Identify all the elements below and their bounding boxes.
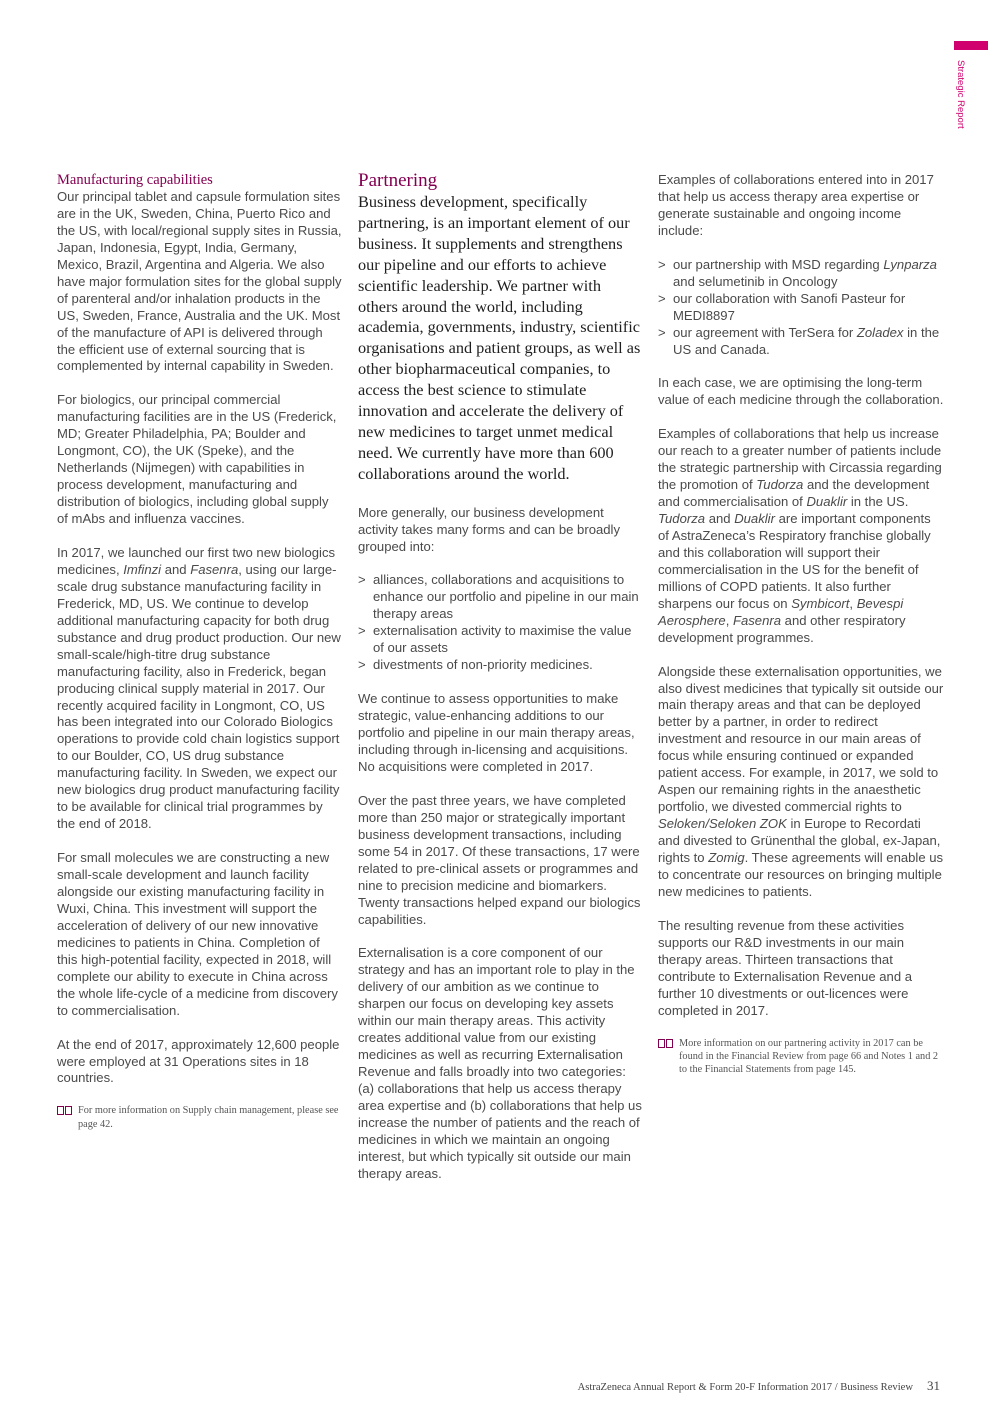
- product-name: Duaklir: [734, 511, 775, 527]
- product-name: Fasenra: [190, 561, 239, 577]
- product-name: Zoladex: [856, 324, 904, 340]
- paragraph: [658, 426, 944, 646]
- text-run: and: [705, 511, 735, 527]
- text-run: Examples of collaborations that help us increase our reach to a greater number of patients include the strategic partnership with Circassia regarding the promotion of: [658, 426, 942, 493]
- product-name: Symbicort: [791, 595, 850, 611]
- product-name: Tudorza: [658, 511, 706, 527]
- text-run: In 2017, we launched our first two new biologics medicines,: [57, 544, 336, 577]
- text-run: , using our large-scale drug substance manufacturing facility in Frederick, MD, US. We continue to develop additional manufacturing capacity for both drug substance and drug product production. Our new small-scale/high-titre drug substance manufacturing facility, also in Frederick, began producing clinical supply material in 2017. Our recently acquired facility in Longmont, CO, US has been integrated into our Colorado Biologics operations to provide cold chain logistics support to our Boulder, CO, US drug substance manufacturing facility. In Sweden, we expect our new biologics drug product manufacturing facility to be available for clinical trial programmes by the end of 2018.: [57, 561, 341, 832]
- text-run: ,: [849, 595, 857, 611]
- paragraph: For small molecules we are constructing a new small-scale development and launch facility alongside our existing manufacturing facility in Wuxi, China. This investment will support the acceleration of delivery of our new innovative medicines to patients in China. Completion of this high-potential facility, expected in 2018, will complete our ability to execute in China across the whole life-cycle of a medicine from discovery to commercialisation.: [57, 850, 338, 1018]
- text-run: and selumetinib in Oncology: [673, 273, 838, 289]
- paragraph: Our principal tablet and capsule formulation sites are in the UK, Sweden, China, Puerto Rico and the US, with local/regional supply sites in Russia, Japan, Indonesia, Egypt, India, Germany, Mexico, Brazil, Argentina and Algeria. We also have major formulation sites for the global supply of parenteral and/or inhalation products in the US, Sweden, France, Australia and the UK. Most of the manufacture of API is delivered through the efficient use of external sourcing that is complemented by internal capability in Sweden.: [57, 188, 342, 374]
- text-run: our partnership with MSD regarding: [673, 256, 884, 272]
- note-text: More information on our partnering activity in 2017 can be found in the Financial Review from page 66 and Notes 1 and 2 to the Financial Statements from page 145.: [679, 1037, 939, 1076]
- list-item: > divestments of non-priority medicines.: [358, 657, 644, 674]
- product-name: Fasenra: [732, 612, 782, 628]
- book-icon: [658, 1039, 674, 1049]
- product-name: Bevespi Aerosphere: [658, 595, 904, 628]
- product-name: Imfinzi: [123, 561, 162, 577]
- section-side-label: Strategic Report: [955, 60, 966, 129]
- text-run: ,: [725, 612, 733, 628]
- text-run: Alongside these externalisation opportunities, we also divest medicines that typically sit outside our main therapy areas and that can be deployed better by a partner, in order to redirect investment and resource in our main areas of focus while ensuring continued or expanded patient access. For example, in 2017, we sold to Aspen our remaining rights in the anaesthetic portfolio, we divested commercial rights to: [658, 663, 944, 815]
- paragraph: Over the past three years, we have completed more than 250 major or strategically important business development transactions, including some 54 in 2017. Of these transactions, 17 were related to pre-clinical assets or programmes and nine to precision medicine and biomarkers. Twenty transactions helped expand our biologics capabilities.: [358, 792, 641, 927]
- column-partnering: [358, 172, 644, 1200]
- list-item: [658, 291, 944, 325]
- paragraph: In each case, we are optimising the long-term value of each medicine through the collaboration.: [658, 375, 944, 408]
- paragraph: For biologics, our principal commercial manufacturing facilities are in the US (Frederick, MD; Greater Philadelphia, PA; Boulder and Longmont, CO), the UK (Speke), and the Netherlands (Nijmegen) with capabilities in process development, manufacturing and distribution of biologics, including global supply of mAbs and influenza vaccines.: [57, 392, 337, 527]
- list-item: > alliances, collaborations and acquisitions to enhance our portfolio and pipeline in our main therapy areas: [358, 572, 644, 623]
- text-run: are important components of AstraZeneca’s Respiratory franchise globally and this collaboration will support their commercialisation in the US for the benefit of millions of COPD patients. It also further sharpens our focus on: [658, 511, 931, 611]
- text-run: and other respiratory development programmes.: [658, 612, 906, 645]
- paragraph: We continue to assess opportunities to make strategic, value-enhancing additions to our portfolio and pipeline in our main therapy areas, including through in-licensing and acquisitions. No acquisitions were completed in 2017.: [358, 691, 635, 774]
- paragraph: Externalisation is a core component of our strategy and has an important role to play in the delivery of our ambition as we continue to sharpen our focus on developing key assets within our main therapy areas. This activity creates additional value from our existing medicines as well as recurring Externalisation Revenue and falls broadly into two categories: (a) collaborations that help us access therapy area expertise and (b) collaborations that help us increase the number of patients and the reach of medicines in which we maintain an ongoing interest, but which typically sit outside our main therapy areas.: [358, 945, 642, 1181]
- cross-reference-note: [658, 1037, 944, 1077]
- footer-title: AstraZeneca Annual Report & Form 20-F Information 2017 / Business Review: [577, 1382, 913, 1393]
- text-run: and: [161, 561, 191, 577]
- text-run: in the US and Canada.: [673, 324, 940, 357]
- section-tab-marker: [954, 41, 988, 50]
- product-name: Lynparza: [883, 256, 937, 272]
- bullet-list: [658, 257, 944, 359]
- cross-reference-note: [57, 1104, 343, 1131]
- paragraph: Examples of collaborations entered into in 2017 that help us access therapy area expertise or generate sustainable and ongoing income include:: [658, 172, 934, 238]
- text-run: . These agreements will enable us to concentrate our resources on bringing multiple new medicines to patients.: [658, 850, 944, 899]
- heading-partnering: Partnering: [358, 170, 438, 191]
- column-collaborations: [658, 172, 944, 1076]
- heading-manufacturing-capabilities: Manufacturing capabilities: [57, 172, 213, 188]
- paragraph: More generally, our business development activity takes many forms and can be broadly grouped into:: [358, 504, 620, 554]
- product-name: Duaklir: [806, 494, 848, 510]
- paragraph: [57, 545, 343, 833]
- intro-paragraph: Business development, specifically partnering, is an important element of our business. It supplements and strengthens our pipeline and our efforts to achieve scientific leadership. We partner with others around the world, including academia, governments, industry, scientific organisations and patient groups, as well as other biopharmaceutical companies, to access the best science to stimulate innovation and accelerate the delivery of new medicines to target unmet medical need. We currently have more than 600 collaborations around the world.: [358, 192, 641, 483]
- text-run: in the US.: [847, 494, 909, 510]
- paragraph: At the end of 2017, approximately 12,600 people were employed at 31 Operations sites in 18 countries.: [57, 1036, 340, 1086]
- paragraph: The resulting revenue from these activities supports our R&D investments in our main therapy areas. Thirteen transactions that contribute to Externalisation Revenue and a further 10 divestments or out-licences were completed in 2017.: [658, 917, 913, 1018]
- text-run: in Europe to Recordati and divested to Grünenthal the global, ex-Japan, rights to: [658, 816, 941, 866]
- page-footer: [578, 1378, 940, 1394]
- list-item: [658, 257, 944, 291]
- list-item: > externalisation activity to maximise the value of our assets: [358, 623, 644, 657]
- bullet-list: [358, 572, 644, 674]
- column-manufacturing: [57, 172, 343, 1131]
- book-icon: [57, 1106, 73, 1116]
- list-item: [658, 325, 944, 359]
- product-name: Seloken/Seloken ZOK: [658, 816, 787, 832]
- page-number: 31: [927, 1378, 940, 1393]
- text-run: our agreement with TerSera for: [673, 324, 857, 340]
- product-name: Zomig: [708, 850, 745, 866]
- text-run: and the development and commercialisation of: [658, 477, 930, 510]
- paragraph: [658, 664, 944, 901]
- text-run: our collaboration with Sanofi Pasteur for MEDI8897: [673, 290, 906, 323]
- product-name: Tudorza: [756, 477, 804, 493]
- note-text: For more information on Supply chain management, please see page 42.: [78, 1105, 339, 1130]
